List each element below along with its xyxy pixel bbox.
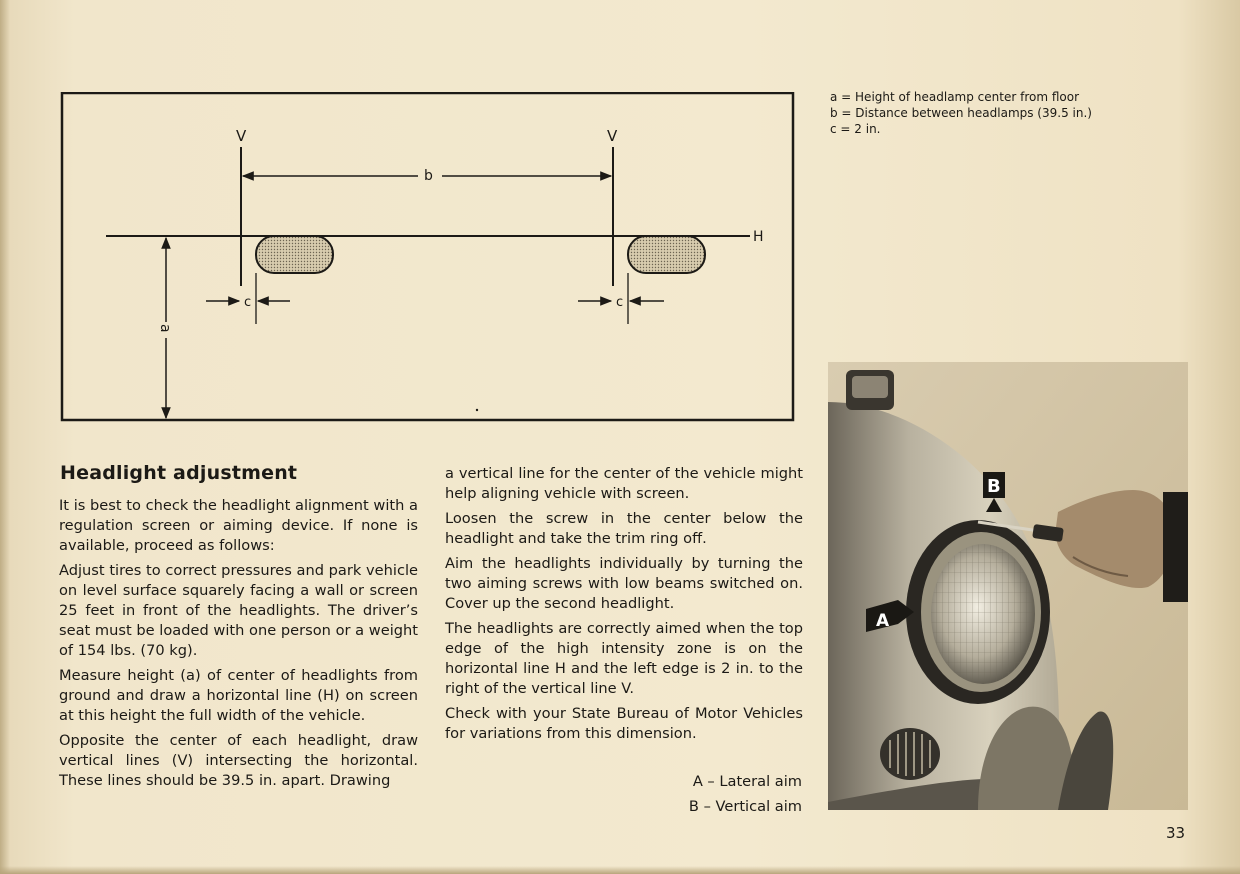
text-column-2	[445, 464, 803, 749]
photo-captions	[640, 769, 802, 819]
headlamp-zone-right	[628, 236, 705, 273]
headlight-photo	[828, 362, 1188, 810]
photo-label-b: B	[987, 476, 1001, 497]
paragraph: It is best to check the headlight alignment with a regulation screen or aiming device. If none is available, proceed as follows:	[59, 497, 418, 554]
legend-line-c: c = 2 in.	[830, 122, 881, 136]
page-number: 33	[1166, 824, 1186, 842]
aiming-diagram	[60, 92, 796, 424]
paragraph: The headlights are correctly aimed when the top edge of the high intensity zone is on the horizontal line H and the left edge is 2 in. to the right of the vertical line V.	[445, 620, 803, 697]
photo-label-a: A	[876, 611, 890, 631]
paragraph: Check with your State Bureau of Motor Vehicles for variations from this dimension.	[445, 705, 803, 742]
label-v-left: V	[236, 127, 247, 145]
legend-line-b: b = Distance between headlamps (39.5 in.)	[830, 106, 1092, 120]
paragraph: Measure height (a) of center of headlights from ground and draw a horizontal line (H) on screen at this height the full width of the vehicle.	[59, 667, 418, 724]
section-heading: Headlight adjustment	[60, 462, 298, 484]
label-v-right: V	[607, 127, 618, 145]
headlamp-zone-left	[256, 236, 333, 273]
label-a: a	[157, 324, 173, 333]
paragraph: Aim the headlights individually by turning the two aiming screws with low beams switched on. Cover up the second headlight.	[445, 555, 803, 612]
text-column-1	[59, 496, 418, 796]
label-h: H	[753, 229, 764, 245]
page-bottom-edge	[0, 866, 1240, 874]
label-b: b	[424, 168, 433, 184]
label-c-right: c	[616, 295, 624, 310]
legend-line-a: a = Height of headlamp center from floor	[830, 90, 1080, 104]
paragraph: Adjust tires to correct pressures and park vehicle on level surface squarely facing a wall or screen 25 feet in front of the headlights. The driver’s seat must be loaded with one person or a weight of 154 lbs. (70 kg).	[59, 562, 418, 659]
diagram-legend	[830, 89, 1092, 137]
label-c-left: c	[244, 295, 252, 310]
paragraph: a vertical line for the center of the vehicle might help aligning vehicle with screen.	[445, 465, 803, 502]
caption-vertical-aim: B – Vertical aim	[688, 798, 802, 815]
paragraph: Opposite the center of each headlight, draw vertical lines (V) intersecting the horizontal. These lines should be 39.5 in. apart. Drawing	[59, 732, 418, 789]
caption-lateral-aim: A – Lateral aim	[692, 773, 802, 790]
paragraph: Loosen the screw in the center below the headlight and take the trim ring off.	[445, 510, 803, 547]
binding-shadow	[0, 0, 10, 874]
